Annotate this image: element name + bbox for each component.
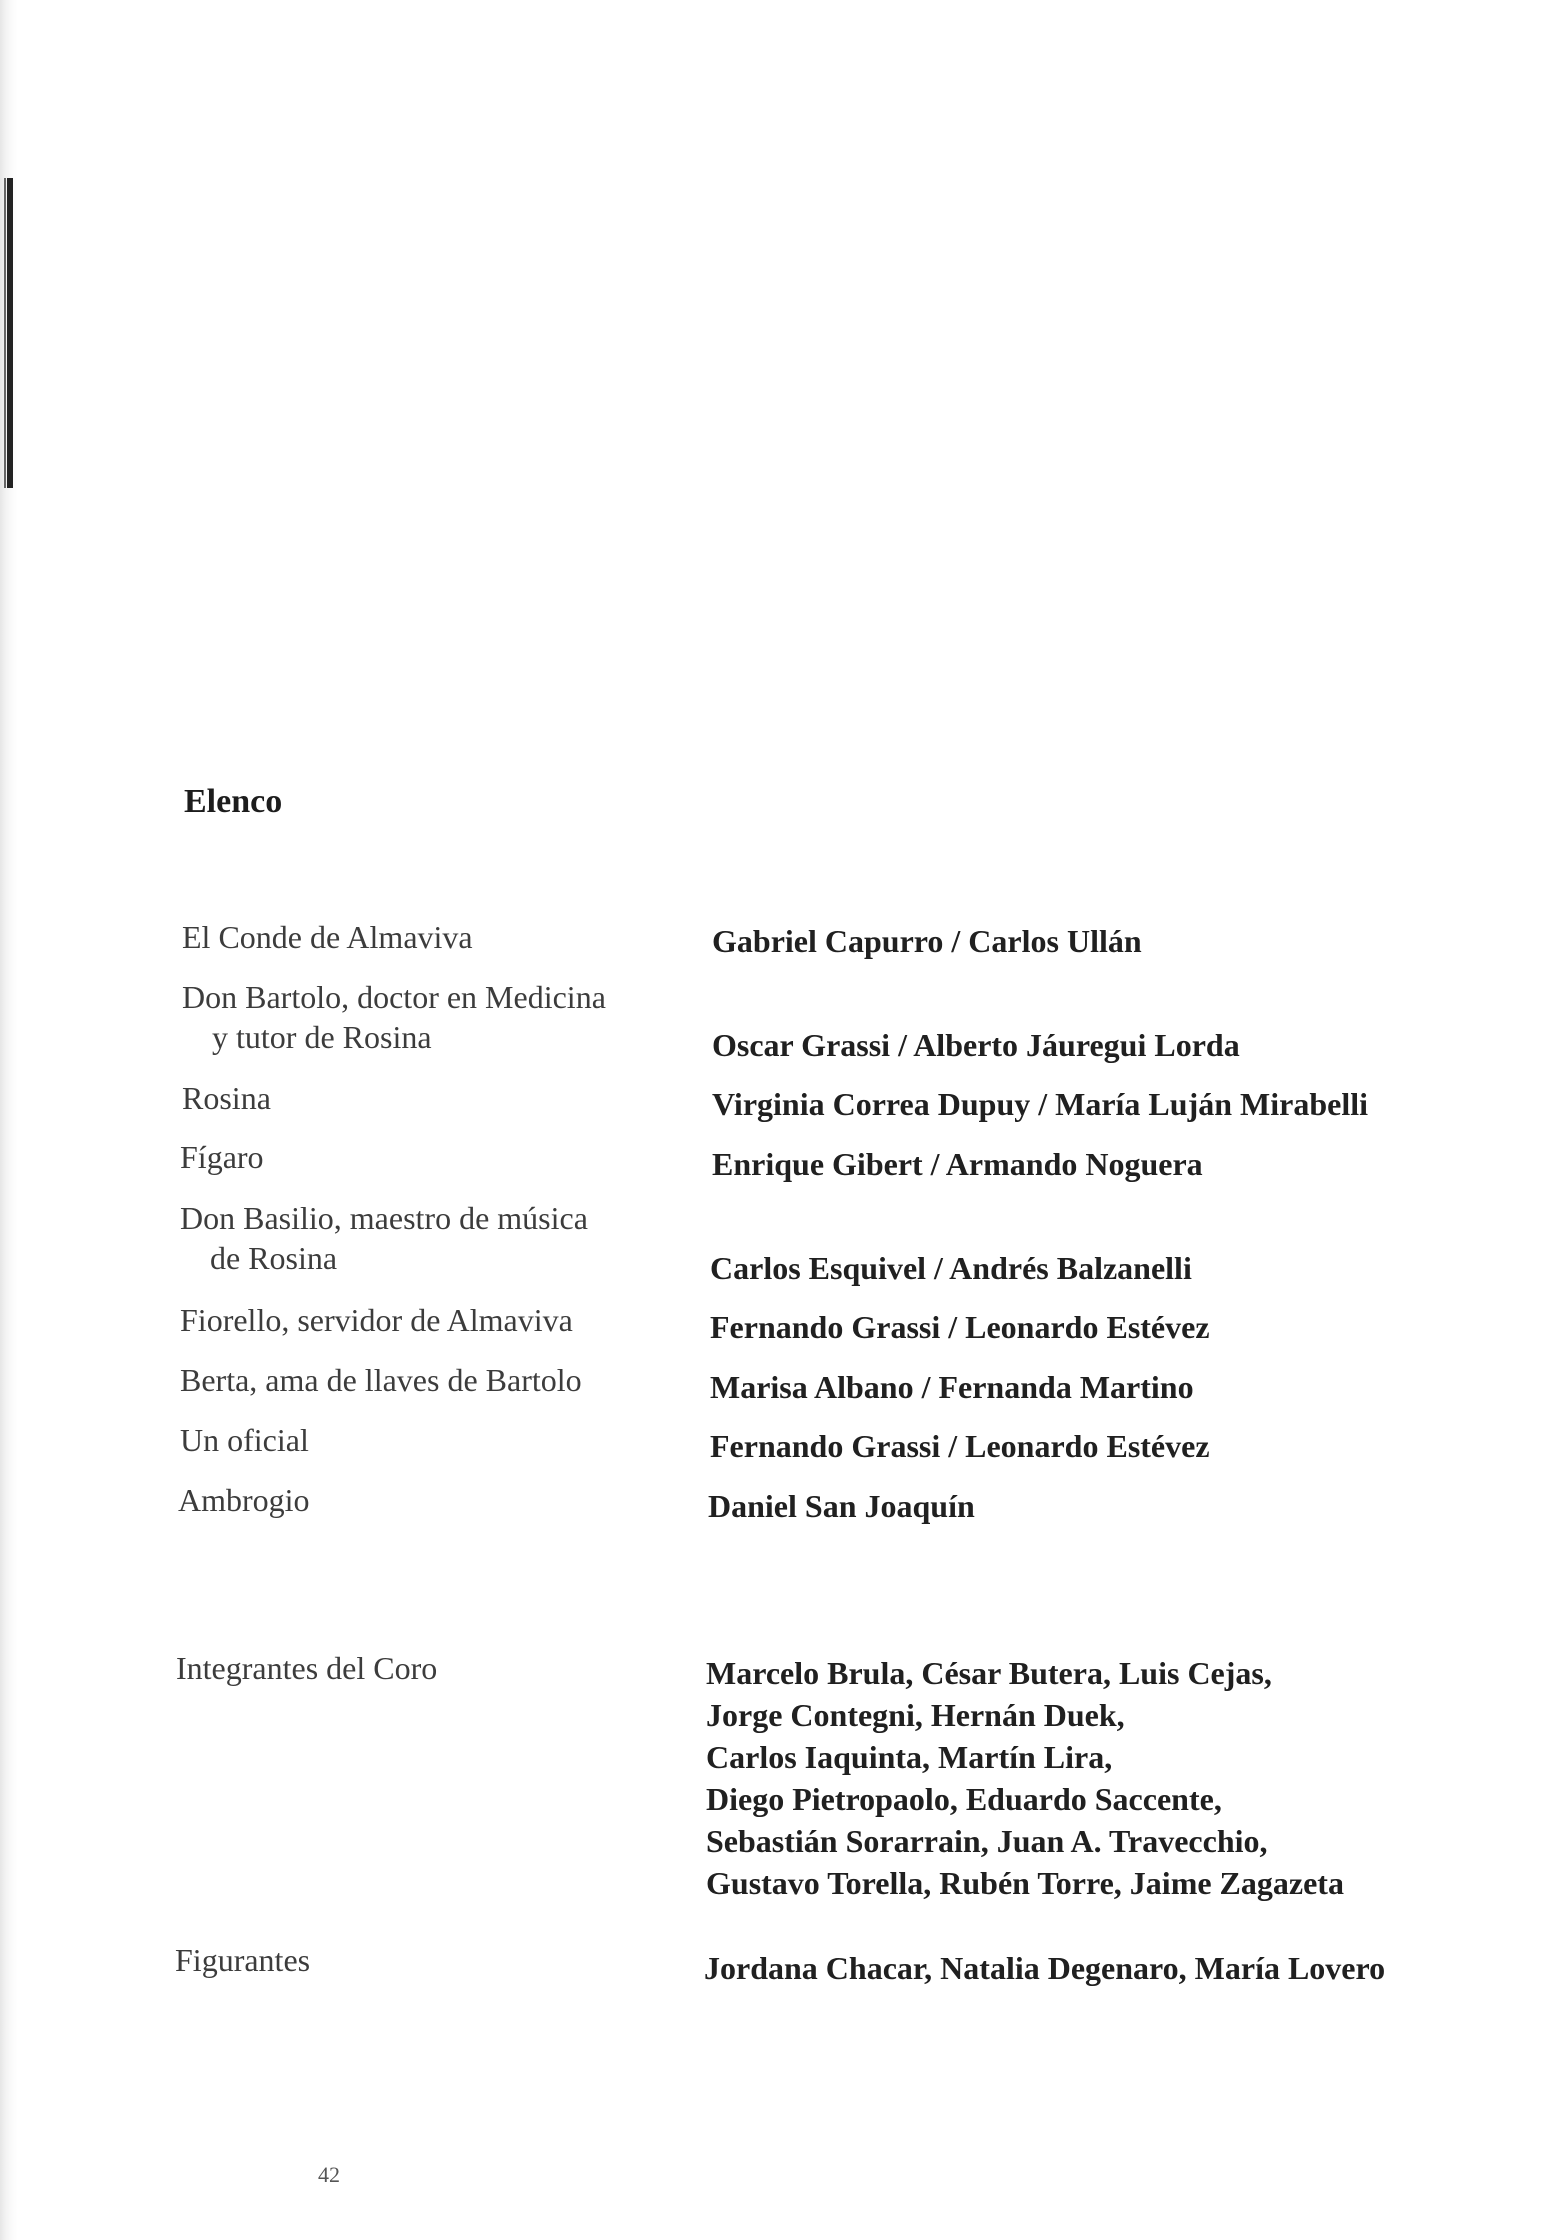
role-name: Ambrogio: [178, 1482, 310, 1518]
extras-names: Jordana Chacar, Natalia Degenaro, María Lovero: [704, 1950, 1386, 1986]
role-name: Don Bartolo, doctor en Medicina y tutor de Rosina: [182, 979, 606, 1055]
singer-names: Carlos Esquivel / Andrés Balzanelli: [710, 1250, 1192, 1286]
binding-shadow: [4, 178, 6, 488]
chorus-line: Marcelo Brula, César Butera, Luis Cejas,: [706, 1655, 1272, 1691]
singer-names: Fernando Grassi / Leonardo Estévez: [710, 1428, 1210, 1464]
role-name: Berta, ama de llaves de Bartolo: [180, 1362, 582, 1398]
singer-names: Virginia Correa Dupuy / María Luján Mirabelli: [712, 1086, 1368, 1122]
chorus-label: Integrantes del Coro: [176, 1650, 438, 1686]
singer-names: Marisa Albano / Fernanda Martino: [710, 1369, 1194, 1405]
chorus-members: [706, 1652, 1344, 1904]
role-name: Don Basilio, maestro de música de Rosina: [180, 1200, 588, 1276]
singer-names: Gabriel Capurro / Carlos Ullán: [712, 923, 1142, 959]
binding-mark: [7, 178, 13, 488]
role-name: Fígaro: [180, 1139, 264, 1175]
extras-label: Figurantes: [175, 1942, 311, 1978]
role-name: Fiorello, servidor de Almaviva: [180, 1302, 573, 1338]
chorus-line: Gustavo Torella, Rubén Torre, Jaime Zagazeta: [706, 1865, 1344, 1901]
role-name: El Conde de Almaviva: [182, 919, 473, 955]
singer-names: Fernando Grassi / Leonardo Estévez: [710, 1309, 1210, 1345]
chorus-line: Carlos Iaquinta, Martín Lira,: [706, 1739, 1113, 1775]
singer-names: Oscar Grassi / Alberto Jáuregui Lorda: [712, 1027, 1240, 1063]
chorus-line: Sebastián Sorarrain, Juan A. Travecchio,: [706, 1823, 1268, 1859]
chorus-line: Diego Pietropaolo, Eduardo Saccente,: [706, 1781, 1222, 1817]
role-name: Rosina: [182, 1080, 271, 1116]
role-name: Un oficial: [180, 1422, 309, 1458]
chorus-line: Jorge Contegni, Hernán Duek,: [706, 1697, 1125, 1733]
section-heading: Elenco: [184, 783, 283, 820]
page-number: 42: [318, 2162, 340, 2187]
singer-names: Daniel San Joaquín: [708, 1488, 975, 1524]
singer-names: Enrique Gibert / Armando Noguera: [712, 1146, 1203, 1182]
